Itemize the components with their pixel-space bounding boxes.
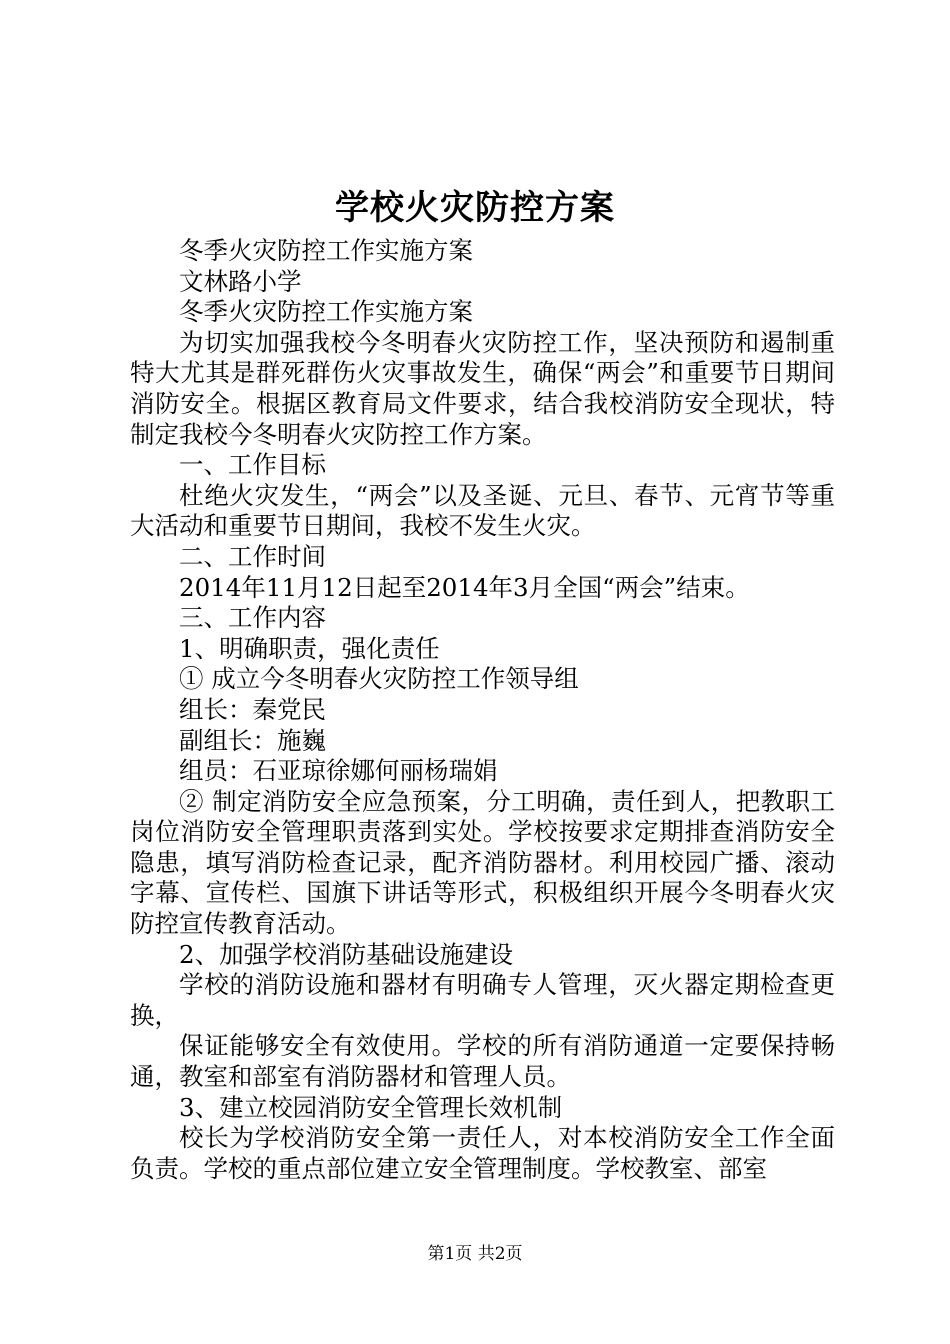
leader-line: 组长：秦党民: [179, 694, 326, 724]
paragraph-school-name: 文林路小学: [179, 266, 302, 296]
subheading-long-term-mechanism: 3、建立校园消防安全管理长效机制: [179, 1092, 563, 1122]
members-line: 组员：石亚琼徐娜何丽杨瑞娟: [179, 756, 498, 786]
heading-work-time: 二、工作时间: [179, 541, 326, 571]
paragraph-principal-responsibility: 校长为学校消防安全第一责任人，对本校消防安全工作全面负责。学校的重点部位建立安全管理制度。学校教室、部室: [130, 1123, 835, 1183]
item-leadership-group: ① 成立今冬明春火灾防控工作领导组: [179, 664, 579, 694]
subheading-infrastructure: 2、加强学校消防基础设施建设: [179, 939, 514, 969]
heading-work-goal: 一、工作目标: [179, 450, 326, 480]
paragraph-work-goal: 杜绝火灾发生，“两会”以及圣诞、元旦、春节、元宵节等重大活动和重要节日期间，我校不发生火灾。: [130, 480, 835, 541]
paragraph-facilities: 学校的消防设施和器材有明确专人管理，灭火器定期检查更换，: [130, 970, 835, 1030]
document-body: [130, 236, 835, 1184]
document-title: 学校火灾防控方案: [335, 188, 615, 228]
paragraph-facilities-cont: 保证能够安全有效使用。学校的所有消防通道一定要保持畅通，教室和部室有消防器材和管理人员。: [130, 1031, 835, 1092]
deputy-leader-line: 副组长：施巍: [179, 725, 326, 755]
paragraph-work-time: 2014年11月12日起至2014年3月全国“两会”结束。: [179, 572, 750, 602]
subheading-responsibility: 1、明确职责，强化责任: [179, 633, 440, 663]
heading-work-content: 三、工作内容: [179, 603, 326, 633]
paragraph-intro: 为切实加强我校今冬明春火灾防控工作，坚决预防和遏制重特大尤其是群死群伤火灾事故发生，确保“两会”和重要节日期间消防安全。根据区教育局文件要求，结合我校消防安全现状，特制定我校今冬明春火灾防控工作方案。: [130, 327, 835, 449]
paragraph-subtitle: 冬季火灾防控工作实施方案: [179, 236, 473, 265]
page-footer: 第1页 共2页: [427, 1244, 523, 1264]
item-emergency-plan: ② 制定消防安全应急预案，分工明确，责任到人，把教职工岗位消防安全管理职责落到实处。学校按要求定期排查消防安全隐患，填写消防检查记录，配齐消防器材。利用校园广播、滚动字幕、宣传栏、国旗下讲话等形式，积极组织开展今冬明春火灾防控宣传教育活动。: [130, 786, 835, 939]
paragraph-plan-name: 冬季火灾防控工作实施方案: [179, 297, 473, 327]
